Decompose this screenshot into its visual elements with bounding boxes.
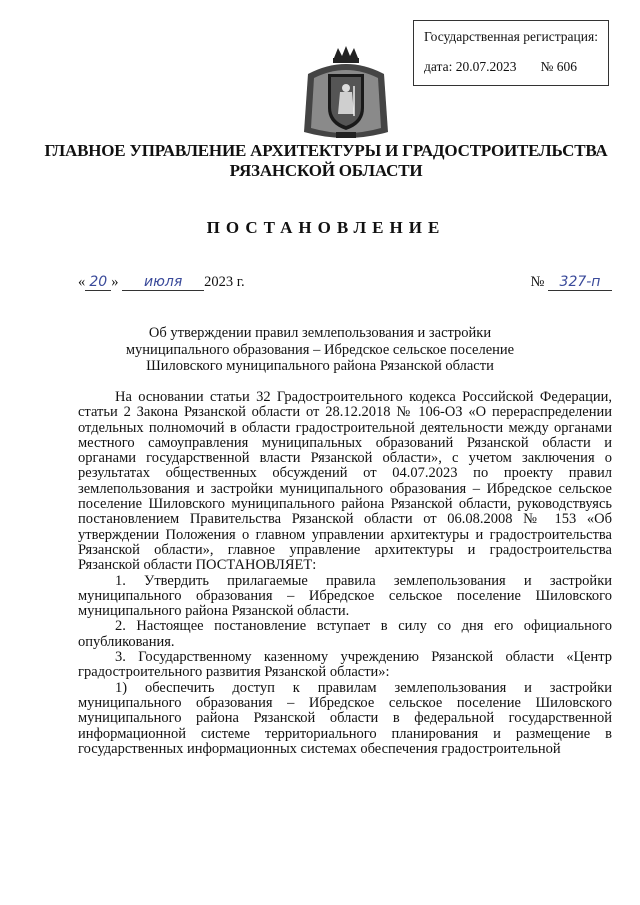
paragraph-item-3-1: 1) обеспечить доступ к правилам землепользования и застройки муниципального образования – Ибредское сельское поселение Шиловского муниципального района Рязанской области в федеральной государственной информационной системе территориального планирования и размещение в государственных информационных системах обеспечения градостроительной: [78, 679, 612, 757]
paragraph-item-2: 2. Настоящее постановление вступает в силу со дня его официального опубликования.: [78, 618, 612, 650]
document-number: [531, 274, 612, 291]
organization-line-2: РЯЗАНСКОЙ ОБЛАСТИ: [229, 161, 423, 180]
title-line-3: Шиловского муниципального района Рязанской области: [146, 358, 494, 374]
document-title: [70, 325, 570, 375]
date-open-quote: «: [78, 274, 86, 290]
organization-name: [40, 141, 612, 181]
document-body: [78, 390, 612, 757]
registration-date: дата: 20.07.2023: [424, 59, 517, 74]
coat-of-arms-icon: [296, 44, 396, 144]
handwritten-month: июля: [122, 275, 204, 291]
registration-label: Государственная регистрация:: [424, 29, 598, 44]
title-line-1: Об утверждении правил землепользования и застройки: [148, 325, 492, 341]
handwritten-day: 20: [85, 275, 111, 291]
title-line-2: муниципального образования – Ибредское сельское поселение: [125, 341, 515, 358]
paragraph-item-3: 3. Государственному казенному учреждению Рязанской области «Центр градостроительного развития Рязанской области»:: [78, 649, 612, 681]
document-type: ПОСТАНОВЛЕНИЕ: [206, 218, 446, 237]
registration-stamp: [413, 20, 609, 86]
document-date-row: [78, 274, 612, 296]
paragraph-preamble: На основании статьи 32 Градостроительного кодекса Российской Федерации, статьи 2 Закона Рязанской области от 28.12.2018 № 106-ОЗ «О перераспределении отдельных полномочий в области градостроительной деятельности между органами местного самоуправления муниципальных образований Рязанской области и органами государственной власти Рязанской области», с учетом заключения о результатах общественных обсуждений от 04.07.2023 по проекту правил землепользования и застройки муниципального образования – Ибредское сельское поселение Шиловского муниципального района Рязанской области, руководствуясь постановлением Правительства Рязанской области от 06.08.2008 № 153 «Об утверждении Положения о главном управлении архитектуры и градостроительства Рязанской области», главное управление архитектуры и градостроительства Рязанской области ПОСТАНОВЛЯЕТ:: [78, 389, 612, 574]
number-prefix: №: [530, 274, 545, 290]
handwritten-number: 327-п: [548, 275, 612, 291]
date-year: 2023 г.: [204, 274, 245, 290]
registration-number: № 606: [540, 59, 577, 74]
paragraph-item-1: 1. Утвердить прилагаемые правила землепользования и застройки муниципального образования – Ибредское сельское поселение Шиловского муниципального района Рязанской области.: [78, 572, 612, 620]
document-date: [78, 274, 245, 291]
registration-details: [424, 59, 602, 75]
organization-line-1: ГЛАВНОЕ УПРАВЛЕНИЕ АРХИТЕКТУРЫ И ГРАДОСТРОИТЕЛЬСТВА: [44, 141, 608, 160]
date-close-quote: »: [111, 274, 119, 290]
